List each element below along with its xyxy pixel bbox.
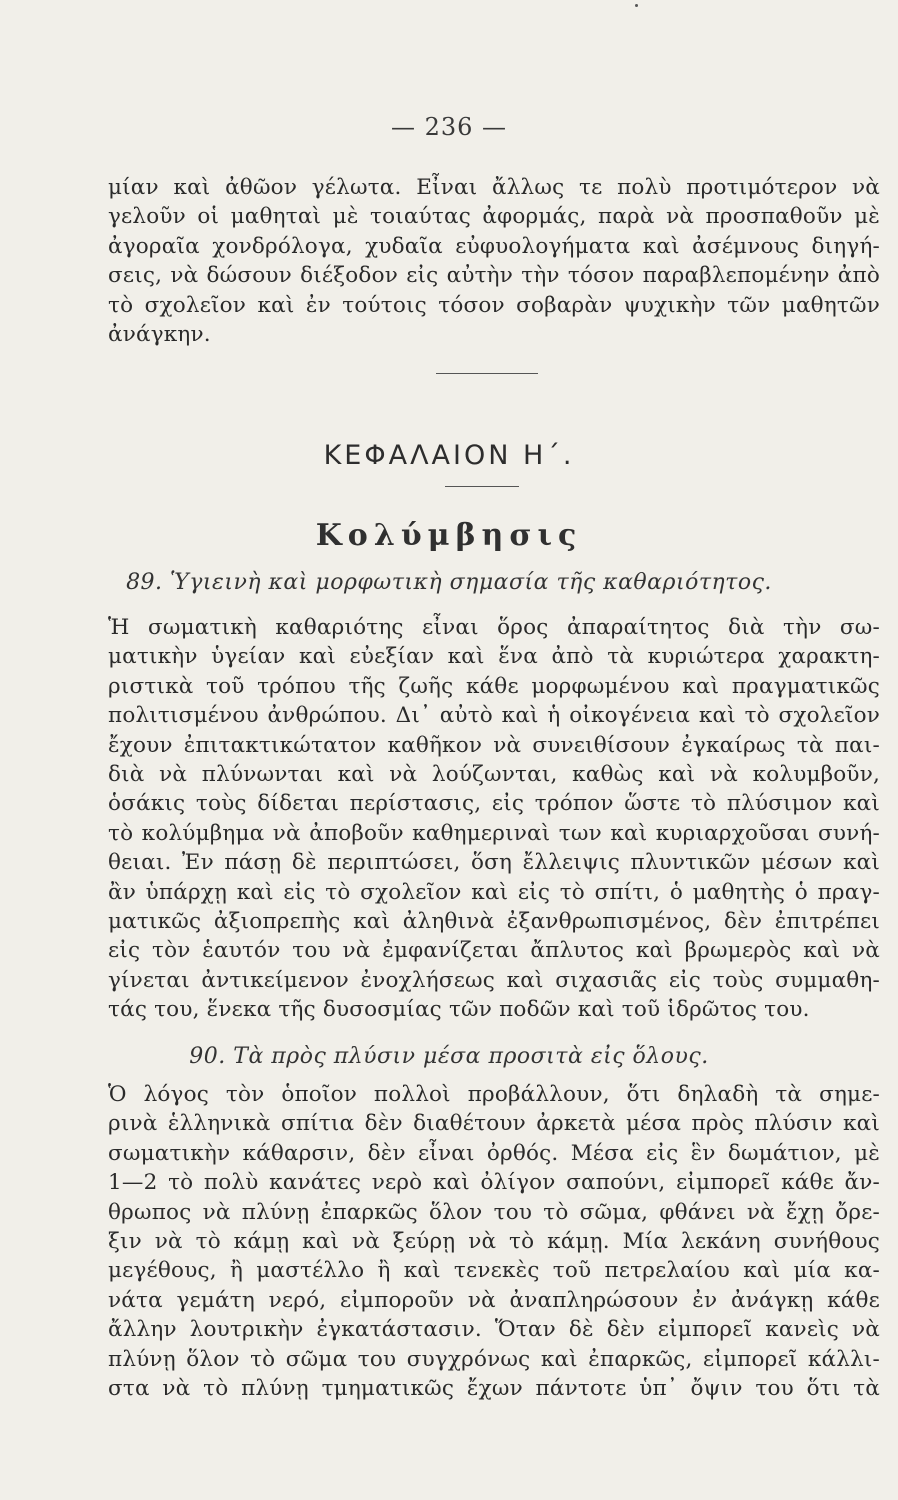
chapter-subject: Κολύμβησις <box>315 518 583 553</box>
text-line: μίαν καὶ ἀθῶον γέλωτα. Εἶναι ἄλλως τε πολὺ προτιμότερον νὰ <box>108 175 880 200</box>
text-line: σωματικὴν κάθαρσιν, δὲν εἶναι ὀρθός. Μέσα εἰς ἓν δωμάτιον, μὲ <box>108 1140 880 1166</box>
text-line: ἂν ὑπάρχῃ καὶ εἰς τὸ σχολεῖον καὶ εἰς τὸ σπίτι, ὁ μαθητὴς ὁ πραγ- <box>108 879 880 905</box>
text-line: Ὁ λόγος τὸν ὁποῖον πολλοὶ προβάλλουν, ὅτι δηλαδὴ τὰ σημε- <box>108 1082 880 1107</box>
text-line: ρινὰ ἑλληνικὰ σπίτια δὲν διαθέτουν ἀρκετὰ μέσα πρὸς πλύσιν καὶ <box>108 1111 880 1137</box>
text-line: ἄλλην λουτρικὴν ἐγκατάστασιν. Ὅταν δὲ δὲν εἰμπορεῖ κανεὶς νὰ <box>108 1317 880 1343</box>
text-line: πλύνῃ ὅλον τὸ σῶμα του συγχρόνως καὶ ἐπαρκῶς, εἰμπορεῖ κάλλι- <box>108 1346 880 1372</box>
text-line: θρωπος νὰ πλύνῃ ἐπαρκῶς ὅλον του τὸ σῶμα, φθάνει νὰ ἔχῃ ὄρε- <box>108 1199 880 1225</box>
section-89-title: 89. Ὑγιεινὴ καὶ μορφωτικὴ σημασία τῆς καθαριότητος. <box>126 570 772 595</box>
text-line: τὸ κολύμβημα νὰ ἀποβοῦν καθημεριναὶ των καὶ κυριαρχοῦσαι συνή- <box>108 820 880 846</box>
text-line: ριστικὰ τοῦ τρόπου τῆς ζωῆς κάθε μορφωμένου καὶ πραγματικῶς <box>108 673 880 699</box>
intro-paragraph <box>108 173 880 349</box>
text-line: Ἡ σωματικὴ καθαριότης εἶναι ὅρος ἀπαραίτητος διὰ τὴν σω- <box>108 615 880 640</box>
section-divider-top <box>436 373 538 374</box>
text-line: ἀνάγκην. <box>108 322 211 348</box>
text-line: νάτα γεμάτη νερό, εἰμποροῦν νὰ ἀναπληρώσουν ἐν ἀνάγκῃ κάθε <box>108 1287 880 1313</box>
ink-speck <box>635 4 638 7</box>
text-line: ξιν νὰ τὸ κάμῃ καὶ νὰ ξεύρῃ νὰ τὸ κάμῃ. Μία λεκάνη συνήθους <box>108 1229 880 1255</box>
text-line: διὰ νὰ πλύνωνται καὶ νὰ λούζωνται, καθὼς καὶ νὰ κολυμβοῦν, <box>108 762 880 788</box>
section-89-body <box>108 613 880 1025</box>
text-line: σεις, νὰ δώσουν διέξοδον εἰς αὐτὴν τὴν τόσον παραβλεπομένην ἀπὸ <box>108 263 880 289</box>
text-line: ἔχουν ἐπιτακτικώτατον καθῆκον νὰ συνειθίσουν ἐγκαίρως τὰ παι- <box>108 732 880 758</box>
text-line: ματικὴν ὑγείαν καὶ εὐεξίαν καὶ ἕνα ἀπὸ τὰ κυριώτερα χαρακτη- <box>108 644 880 670</box>
text-line: ὁσάκις τοὺς δίδεται περίστασις, εἰς τρόπον ὥστε τὸ πλύσιμον καὶ <box>108 791 880 817</box>
page-number: — 236 — <box>390 113 508 141</box>
text-line: ἀγοραῖα χονδρόλογα, χυδαῖα εὐφυολογήματα καὶ ἀσέμνους διηγή- <box>108 233 880 259</box>
section-90-title: 90. Τὰ πρὸς πλύσιν μέσα προσιτὰ εἰς ὅλους. <box>189 1044 709 1069</box>
chapter-heading: ΚΕΦΑΛΑΙΟΝ Η΄. <box>323 440 575 471</box>
text-line: γελοῦν οἱ μαθηταὶ μὲ τοιαύτας ἀφορμάς, παρὰ νὰ προσπαθοῦν μὲ <box>108 204 880 230</box>
text-line: εἰς τὸν ἑαυτόν του νὰ ἐμφανίζεται ἄπλυτος καὶ βρωμερὸς καὶ νὰ <box>108 938 880 964</box>
text-line: στα νὰ τὸ πλύνῃ τμηματικῶς ἔχων πάντοτε ὑπ᾿ ὄψιν του ὅτι τὰ <box>108 1376 880 1402</box>
text-line: θειαι. Ἐν πάσῃ δὲ περιπτώσει, ὅση ἔλλειψις πλυντικῶν μέσων καὶ <box>108 850 880 876</box>
text-line: μεγέθους, ἢ μαστέλλο ἢ καὶ τενεκὲς τοῦ πετρελαίου καὶ μία κα- <box>108 1258 880 1284</box>
text-line: ματικῶς ἀξιοπρεπὴς καὶ ἀληθινὰ ἐξανθρωπισμένος, δὲν ἐπιτρέπει <box>108 909 880 935</box>
text-line: τάς του, ἕνεκα τῆς δυσοσμίας τῶν ποδῶν καὶ τοῦ ἱδρῶτος του. <box>108 997 810 1023</box>
chapter-divider <box>445 486 519 487</box>
text-line: πολιτισμένου ἀνθρώπου. Δι᾿ αὐτὸ καὶ ἡ οἰκογένεια καὶ τὸ σχολεῖον <box>108 703 880 729</box>
text-line: γίνεται ἀντικείμενον ἐνοχλήσεως καὶ σιχασιᾶς εἰς τοὺς συμμαθη- <box>108 967 880 993</box>
text-line: τὸ σχολεῖον καὶ ἐν τούτοις τόσον σοβαρὰν ψυχικὴν τῶν μαθητῶν <box>108 292 880 318</box>
section-90-body <box>108 1080 880 1403</box>
text-line: 1—2 τὸ πολὺ κανάτες νερὸ καὶ ὀλίγον σαπούνι, εἰμπορεῖ κάθε ἄν- <box>108 1170 880 1196</box>
